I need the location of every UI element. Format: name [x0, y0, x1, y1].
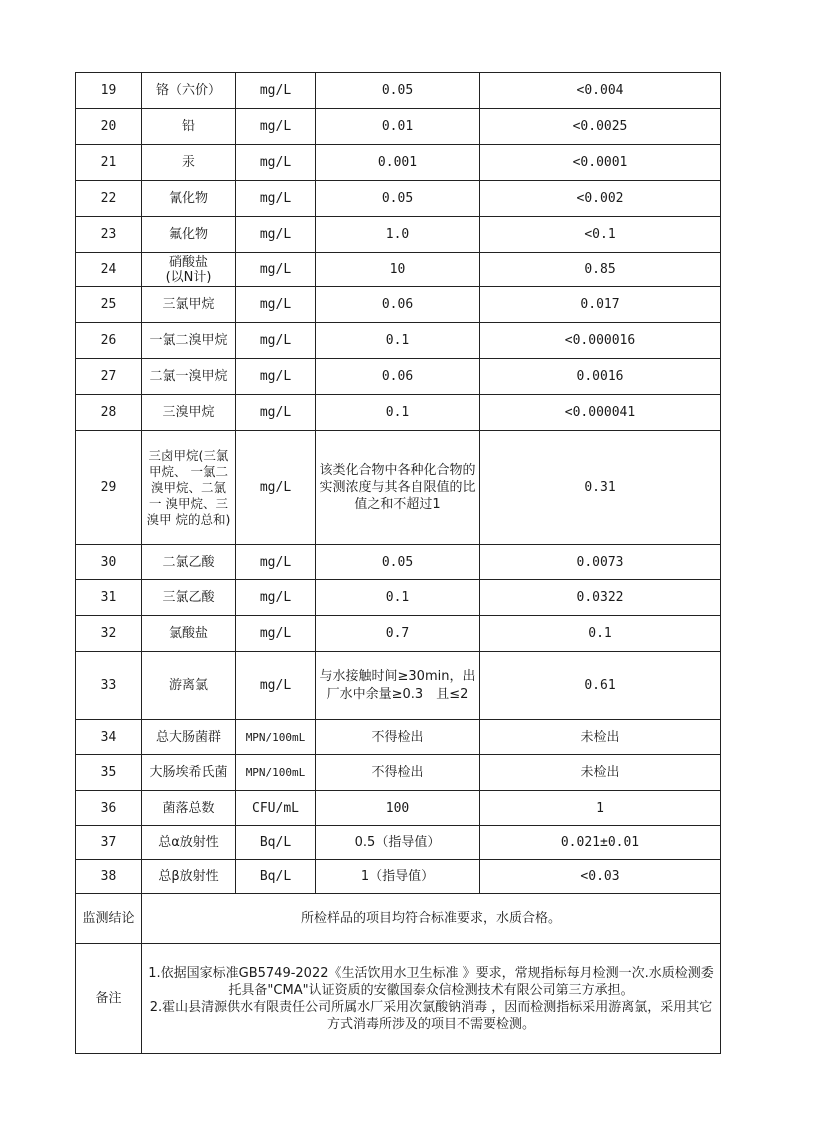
- row-number: 29: [76, 431, 142, 545]
- table-row: [76, 181, 721, 217]
- row-unit: mg/L: [236, 323, 316, 359]
- row-limit: 0.1: [316, 395, 480, 431]
- row-unit: mg/L: [236, 253, 316, 287]
- row-item: 三氯乙酸: [142, 580, 236, 616]
- row-item: 总α放射性: [142, 826, 236, 860]
- row-limit: 与水接触时间≥30min，出厂水中余量≥0.3 且≤2: [316, 652, 480, 720]
- row-result: 未检出: [480, 755, 721, 791]
- row-result: 0.61: [480, 652, 721, 720]
- row-number: 34: [76, 720, 142, 755]
- row-limit: 不得检出: [316, 755, 480, 791]
- conclusion-label: 监测结论: [76, 894, 142, 944]
- table-row: [76, 826, 721, 860]
- row-result: 1: [480, 791, 721, 826]
- row-limit: 0.5（指导值）: [316, 826, 480, 860]
- row-unit: mg/L: [236, 616, 316, 652]
- row-item: 游离氯: [142, 652, 236, 720]
- row-number: 36: [76, 791, 142, 826]
- row-item: 铬（六价）: [142, 73, 236, 109]
- row-limit: 100: [316, 791, 480, 826]
- row-item: 菌落总数: [142, 791, 236, 826]
- row-item: 铅: [142, 109, 236, 145]
- row-unit: mg/L: [236, 145, 316, 181]
- row-unit: mg/L: [236, 287, 316, 323]
- row-item: 二氯一溴甲烷: [142, 359, 236, 395]
- table-row: [76, 359, 721, 395]
- row-unit: CFU/mL: [236, 791, 316, 826]
- table-row: [76, 616, 721, 652]
- table-row: [76, 720, 721, 755]
- row-result: 0.0073: [480, 545, 721, 580]
- table-row: [76, 145, 721, 181]
- row-number: 35: [76, 755, 142, 791]
- table-row: [76, 580, 721, 616]
- row-unit: mg/L: [236, 545, 316, 580]
- row-unit: mg/L: [236, 359, 316, 395]
- table-row: [76, 73, 721, 109]
- row-item: 总大肠菌群: [142, 720, 236, 755]
- row-result: <0.000016: [480, 323, 721, 359]
- row-limit: 0.05: [316, 181, 480, 217]
- row-result: 0.31: [480, 431, 721, 545]
- row-item: 二氯乙酸: [142, 545, 236, 580]
- row-limit: 0.001: [316, 145, 480, 181]
- row-result: <0.0025: [480, 109, 721, 145]
- row-item: 大肠埃希氏菌: [142, 755, 236, 791]
- row-unit: mg/L: [236, 181, 316, 217]
- row-number: 22: [76, 181, 142, 217]
- row-number: 26: [76, 323, 142, 359]
- row-number: 30: [76, 545, 142, 580]
- row-unit: Bq/L: [236, 826, 316, 860]
- row-result: <0.03: [480, 860, 721, 894]
- row-number: 37: [76, 826, 142, 860]
- row-number: 33: [76, 652, 142, 720]
- row-unit: mg/L: [236, 73, 316, 109]
- row-limit: 0.06: [316, 287, 480, 323]
- row-limit: 0.7: [316, 616, 480, 652]
- remarks-content: [142, 944, 721, 1054]
- remark-line-2: 2.霍山县清源供水有限责任公司所属水厂采用次氯酸钠消毒 ，因而检测指标采用游离氯，采用其它方式消毒所涉及的项目不需要检测。: [149, 999, 713, 1032]
- table-row: [76, 791, 721, 826]
- conclusion-row: [76, 894, 721, 944]
- row-limit: 0.1: [316, 323, 480, 359]
- row-result: 0.0322: [480, 580, 721, 616]
- row-number: 27: [76, 359, 142, 395]
- row-limit: 0.06: [316, 359, 480, 395]
- table-row: [76, 431, 721, 545]
- row-number: 38: [76, 860, 142, 894]
- remark-line-1: 1.依据国家标准GB5749-2022《生活饮用水卫生标准 》要求，常规指标每月检测一次.水质检测委托具备"CMA"认证资质的安徽国泰众信检测技术有限公司第三方承担。: [148, 965, 714, 998]
- row-item: 氟化物: [142, 217, 236, 253]
- row-number: 24: [76, 253, 142, 287]
- row-item: 氰化物: [142, 181, 236, 217]
- row-limit: 0.1: [316, 580, 480, 616]
- row-limit: 10: [316, 253, 480, 287]
- row-number: 21: [76, 145, 142, 181]
- table-row: [76, 545, 721, 580]
- row-item: 三卤甲烷(三氯甲烷、 一氯二溴甲烷、二氯一 溴甲烷、三溴甲 烷的总和): [142, 431, 236, 545]
- row-result: <0.0001: [480, 145, 721, 181]
- row-item: 总β放射性: [142, 860, 236, 894]
- row-item: 硝酸盐 (以N计): [142, 253, 236, 287]
- row-limit: 不得检出: [316, 720, 480, 755]
- table-row: [76, 253, 721, 287]
- row-unit: Bq/L: [236, 860, 316, 894]
- conclusion-text: 所检样品的项目均符合标准要求，水质合格。: [142, 894, 721, 944]
- table-row: [76, 395, 721, 431]
- row-limit: 该类化合物中各种化合物的实测浓度与其各自限值的比值之和不超过1: [316, 431, 480, 545]
- row-item: 氯酸盐: [142, 616, 236, 652]
- row-unit: mg/L: [236, 217, 316, 253]
- row-result: 0.017: [480, 287, 721, 323]
- table-body: [76, 73, 721, 1054]
- row-limit: 1.0: [316, 217, 480, 253]
- remarks-row: [76, 944, 721, 1054]
- row-unit: MPN/100mL: [236, 720, 316, 755]
- row-number: 31: [76, 580, 142, 616]
- row-number: 25: [76, 287, 142, 323]
- table-row: [76, 323, 721, 359]
- row-limit: 0.05: [316, 545, 480, 580]
- row-result: 0.021±0.01: [480, 826, 721, 860]
- row-number: 23: [76, 217, 142, 253]
- row-result: 未检出: [480, 720, 721, 755]
- table-row: [76, 217, 721, 253]
- row-number: 28: [76, 395, 142, 431]
- row-result: 0.1: [480, 616, 721, 652]
- table-row: [76, 755, 721, 791]
- row-limit: 0.05: [316, 73, 480, 109]
- remarks-label: 备注: [76, 944, 142, 1054]
- row-result: <0.1: [480, 217, 721, 253]
- row-result: 0.85: [480, 253, 721, 287]
- row-number: 32: [76, 616, 142, 652]
- row-result: <0.000041: [480, 395, 721, 431]
- row-unit: mg/L: [236, 109, 316, 145]
- row-limit: 0.01: [316, 109, 480, 145]
- row-unit: MPN/100mL: [236, 755, 316, 791]
- row-unit: mg/L: [236, 652, 316, 720]
- row-unit: mg/L: [236, 431, 316, 545]
- table-row: [76, 109, 721, 145]
- row-result: 0.0016: [480, 359, 721, 395]
- water-quality-table: [75, 72, 721, 1054]
- row-number: 19: [76, 73, 142, 109]
- row-item: 汞: [142, 145, 236, 181]
- table-row: [76, 860, 721, 894]
- table-row: [76, 652, 721, 720]
- row-result: <0.004: [480, 73, 721, 109]
- table-row: [76, 287, 721, 323]
- row-item: 三氯甲烷: [142, 287, 236, 323]
- row-number: 20: [76, 109, 142, 145]
- row-item: 一氯二溴甲烷: [142, 323, 236, 359]
- row-limit: 1（指导值）: [316, 860, 480, 894]
- row-item: 三溴甲烷: [142, 395, 236, 431]
- row-unit: mg/L: [236, 395, 316, 431]
- row-unit: mg/L: [236, 580, 316, 616]
- row-result: <0.002: [480, 181, 721, 217]
